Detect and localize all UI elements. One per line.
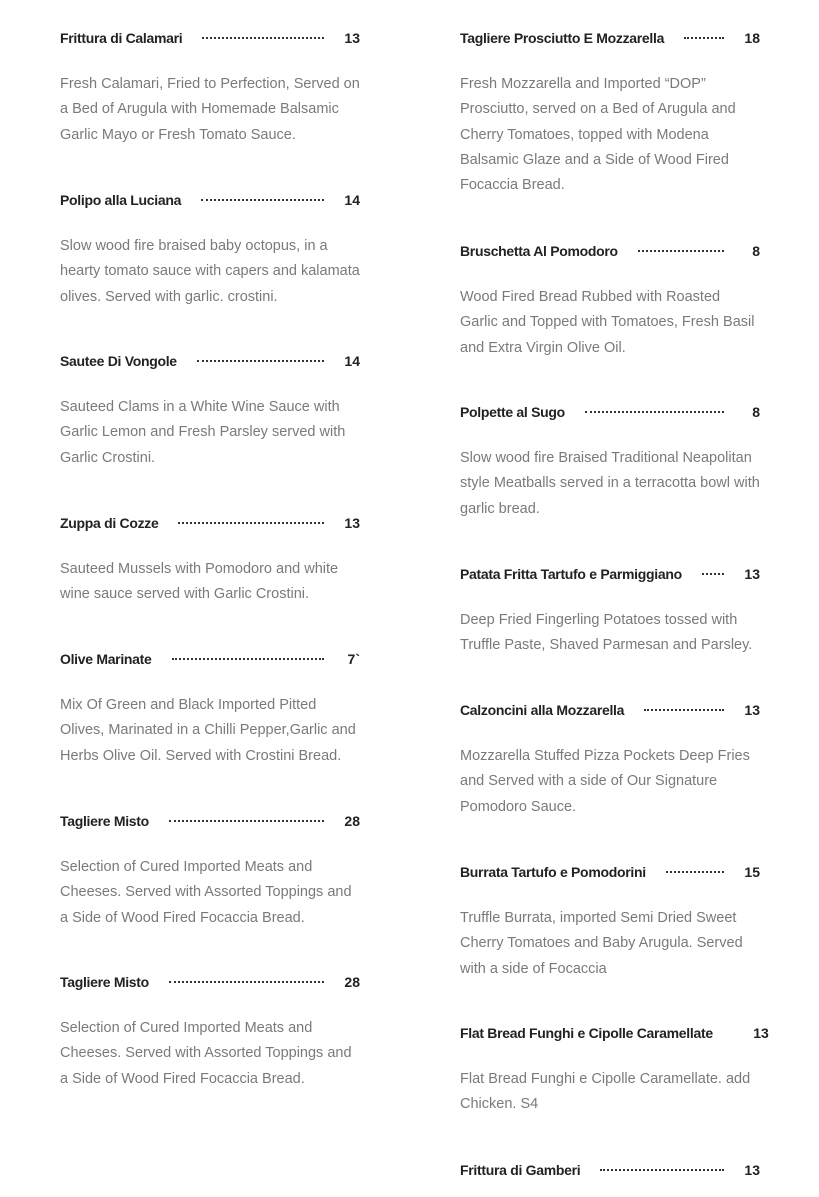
menu-item-header [60,809,360,833]
menu-item-header [460,562,760,586]
menu-item-price: 13 [744,1162,760,1178]
menu-item-description: Selection of Cured Imported Meats and Cheeses. Served with Assorted Toppings and a Side of Wood Fired Focaccia Bread. [60,859,352,926]
menu-item [60,970,360,1092]
menu-item [460,860,760,982]
menu-item-price: 14 [344,192,360,208]
menu-item-name: Calzoncini alla Mozzarella [460,702,625,718]
menu-item-name: Burrata Tartufo e Pomodorini [460,864,646,880]
menu-item-price: 13 [344,30,360,46]
menu-item-description: Sauteed Mussels with Pomodoro and white wine sauce served with Garlic Crostini. [60,561,339,603]
menu-item-header [460,1158,760,1182]
menu-item-name: Flat Bread Funghi e Cipolle Caramellate [460,1025,713,1041]
menu-item-description: Fresh Mozzarella and Imported “DOP” Prosciutto, served on a Bed of Arugula and Cherry Tomatoes, topped with Modena Balsamic Glaze and a Side of Wood Fired Focaccia Bread. [460,76,736,194]
menu-item [60,26,360,148]
menu-item-header [60,26,360,50]
menu-item-description: Slow wood fire braised baby octopus, in a hearty tomato sauce with capers and kalamata olives. Served with garlic. crostini. [60,238,360,305]
menu-item-price: 8 [752,243,760,259]
menu-item-header [460,698,760,722]
menu-item-header [460,860,760,884]
menu-item-header [460,1021,769,1045]
dotted-leader [638,250,724,252]
menu-item-price: 13 [744,702,760,718]
menu-item-header [60,188,360,212]
menu-item-description: Fresh Calamari, Fried to Perfection, Served on a Bed of Arugula with Homemade Balsamic Garlic Mayo or Fresh Tomato Sauce. [60,76,360,143]
dotted-leader [684,37,724,39]
menu-item-price: 13 [344,515,360,531]
menu-item-name: Bruschetta Al Pomodoro [460,243,618,259]
menu-item-header [460,239,760,263]
menu-item [60,349,360,471]
menu-item-header [60,511,360,535]
menu-item-price: 7` [347,651,360,667]
menu-item-description: Flat Bread Funghi e Cipolle Caramellate. add Chicken. S4 [460,1071,751,1113]
menu-item-description: Mozzarella Stuffed Pizza Pockets Deep Fries and Served with a side of Our Signature Pomodoro Sauce. [460,748,750,815]
menu-item-header [460,26,760,50]
dotted-leader [172,658,324,660]
menu-item-name: Tagliere Prosciutto E Mozzarella [460,30,665,46]
dotted-leader [600,1169,724,1171]
menu-item-description: Selection of Cured Imported Meats and Cheeses. Served with Assorted Toppings and a Side of Wood Fired Focaccia Bread. [60,1020,352,1087]
menu-item-price: 13 [744,566,760,582]
menu-item [60,188,360,310]
dotted-leader [201,199,324,201]
menu-item-description: Sauteed Clams in a White Wine Sauce with Garlic Lemon and Fresh Parsley served with Garlic Crostini. [60,399,346,466]
menu-item-name: Zuppa di Cozze [60,515,159,531]
dotted-leader [666,871,724,873]
menu-item [460,400,760,522]
menu-item-name: Polpette al Sugo [460,404,565,420]
menu-item-price: 18 [744,30,760,46]
menu-item [60,809,360,931]
menu-item [460,1021,769,1118]
menu-item [460,562,760,659]
menu-item-description: Mix Of Green and Black Imported Pitted Olives, Marinated in a Chilli Pepper,Garlic and Herbs Olive Oil. Served with Crostini Bread. [60,697,356,764]
menu-item-name: Frittura di Gamberi [460,1162,581,1178]
menu-item [460,26,760,198]
menu-item-price: 13 [753,1025,769,1041]
menu-item-name: Frittura di Calamari [60,30,183,46]
menu-item-header [60,349,360,373]
menu-item-name: Olive Marinate [60,651,152,667]
dotted-leader [585,411,724,413]
menu-item-header [60,970,360,994]
dotted-leader [169,820,324,822]
menu-item-name: Tagliere Misto [60,974,149,990]
dotted-leader [197,360,324,362]
dotted-leader [202,37,324,39]
menu-item-description: Wood Fired Bread Rubbed with Roasted Garlic and Topped with Tomatoes, Fresh Basil and Extra Virgin Olive Oil. [460,289,755,356]
menu-item-description: Deep Fried Fingerling Potatoes tossed with Truffle Paste, Shaved Parmesan and Parsley. [460,612,753,654]
menu-item-name: Sautee Di Vongole [60,353,177,369]
menu-item-header [460,400,760,424]
menu-item-price: 28 [344,974,360,990]
menu-item-description: Truffle Burrata, imported Semi Dried Sweet Cherry Tomatoes and Baby Arugula. Served with a side of Focaccia [460,910,743,977]
menu-item-name: Patata Fritta Tartufo e Parmiggiano [460,566,682,582]
menu-item [460,1158,760,1182]
menu-item-name: Tagliere Misto [60,813,149,829]
menu-item [60,647,360,769]
dotted-leader [169,981,324,983]
dotted-leader [178,522,324,524]
menu-item-description: Slow wood fire Braised Traditional Neapolitan style Meatballs served in a terracotta bowl with garlic bread. [460,450,760,517]
menu-item [460,698,760,820]
menu-item-price: 14 [344,353,360,369]
dotted-leader [702,573,724,575]
menu-item-price: 15 [744,864,760,880]
menu-item [60,511,360,608]
menu-item-name: Polipo alla Luciana [60,192,182,208]
dotted-leader [644,709,724,711]
menu-item-price: 8 [752,404,760,420]
menu-item-header [60,647,360,671]
menu-item [460,239,760,361]
menu-item-price: 28 [344,813,360,829]
